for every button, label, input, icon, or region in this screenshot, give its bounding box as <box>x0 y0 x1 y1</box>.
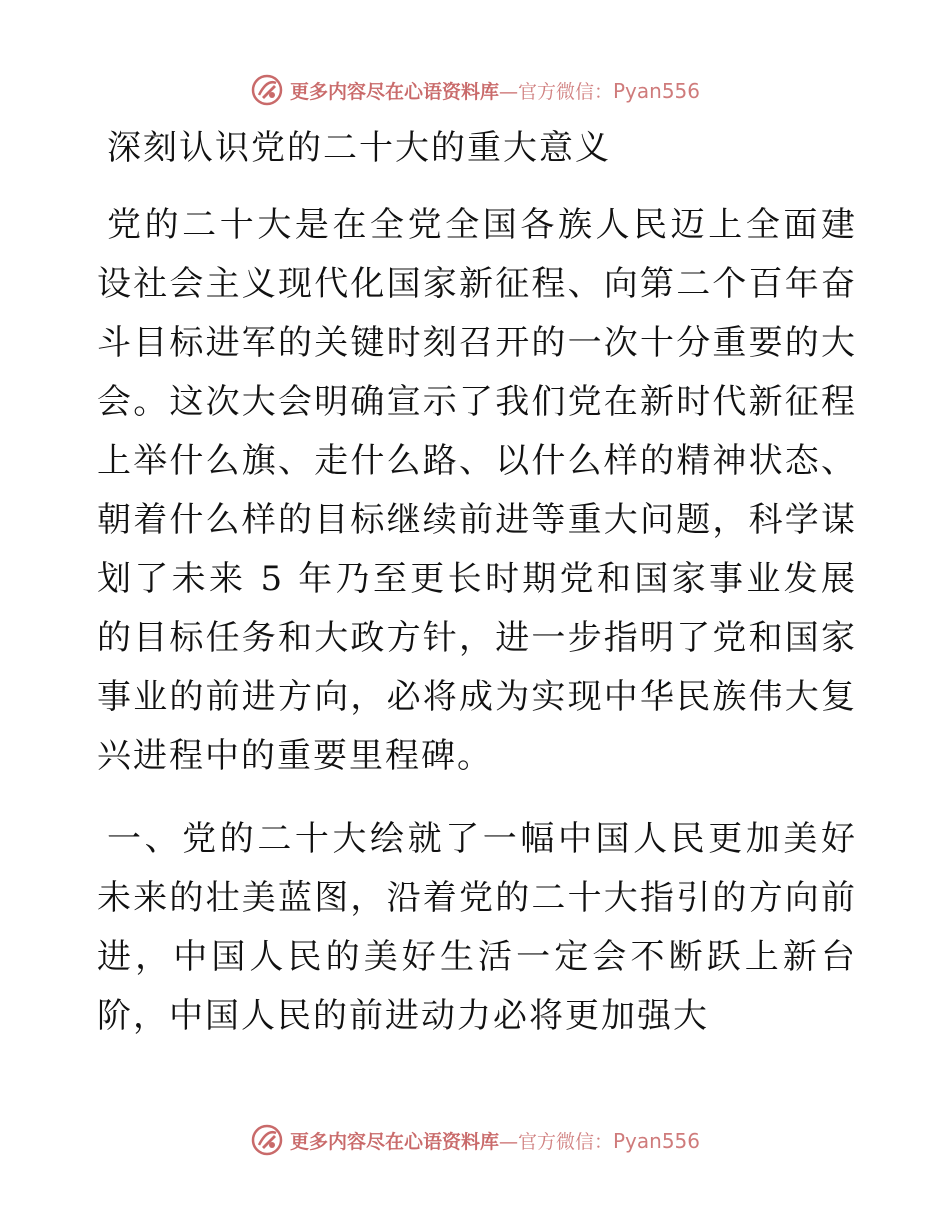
header-watermark <box>0 70 950 110</box>
document-title: 深刻认识党的二十大的重大意义 <box>107 128 611 168</box>
watermark-text: 更多内容尽在心语资料库—官方微信：Pyan556 <box>289 1128 701 1153</box>
document-body <box>97 124 857 1046</box>
footer-watermark <box>0 1120 950 1160</box>
logo-pen-icon <box>250 1123 284 1157</box>
watermark-text: 更多内容尽在心语资料库—官方微信：Pyan556 <box>289 78 701 103</box>
paragraph-intro: 党的二十大是在全党全国各族人民迈上全面建设社会主义现代化国家新征程、向第二个百年奋斗目标进军的关键时刻召开的一次十分重要的大会。这次大会明确宣示了我们党在新时代新征程上举什么旗、走什么路、以什么样的精神状态、朝着什么样的目标继续前进等重大问题，科学谋划了未来 5 年乃至更长时期党和国家事业发展的目标任务和大政方针，进一步指明了党和国家事业的前进方向，必将成为实现中华民族伟大复兴进程中的重要里程碑。 <box>97 205 857 776</box>
paragraph-section-one: 一、党的二十大绘就了一幅中国人民更加美好未来的壮美蓝图，沿着党的二十大指引的方向前进，中国人民的美好生活一定会不断跃上新台阶，中国人民的前进动力必将更加强大 <box>97 819 857 1036</box>
logo-pen-icon <box>250 73 284 107</box>
